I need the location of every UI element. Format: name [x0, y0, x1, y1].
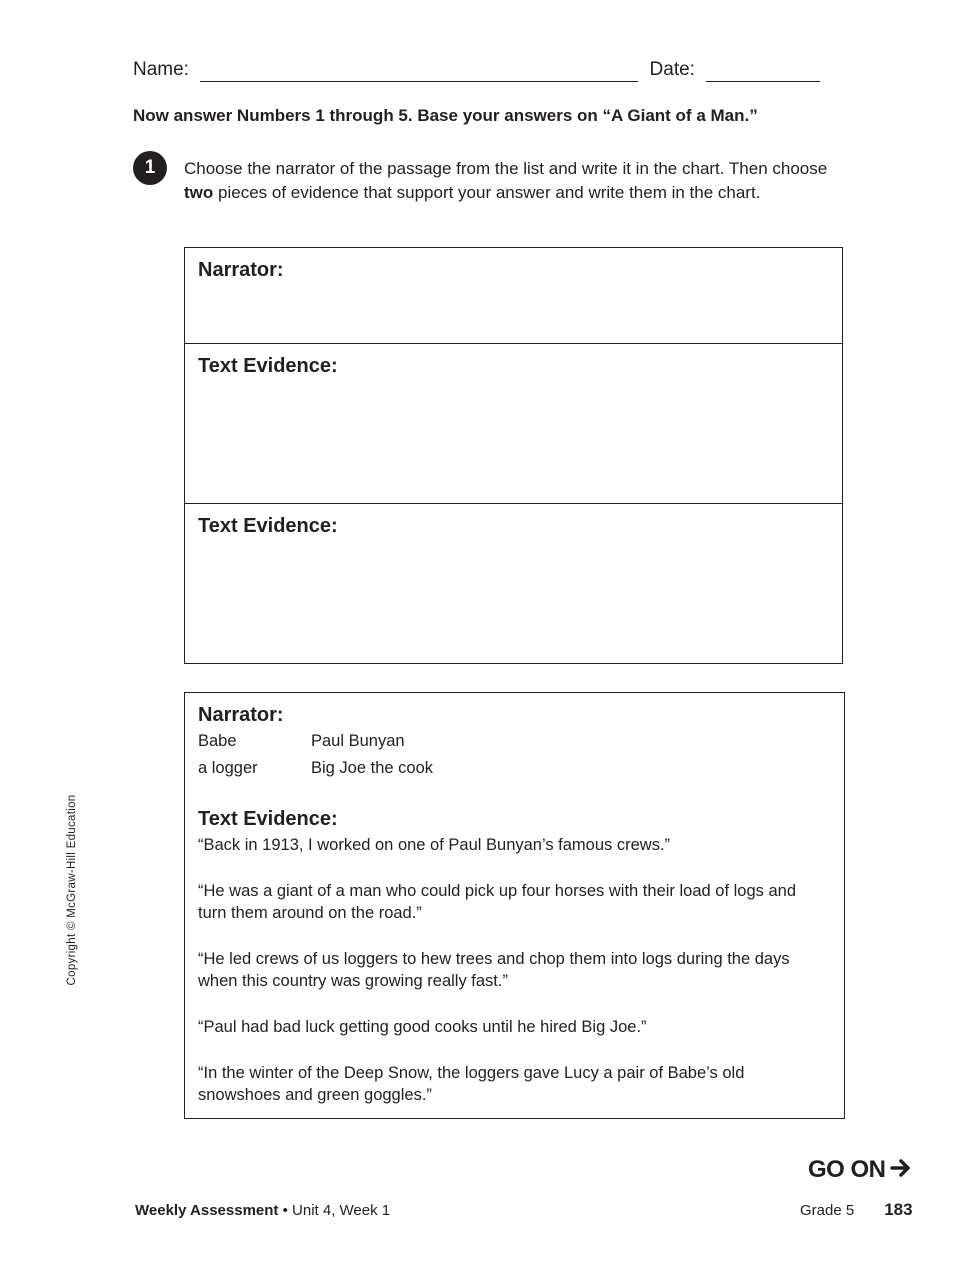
copyright-notice: Copyright © McGraw-Hill Education: [66, 794, 78, 986]
evidence-cell-label-2: Text Evidence:: [198, 515, 338, 537]
name-label: Name:: [133, 59, 189, 80]
go-on-indicator: [808, 1155, 912, 1186]
evidence-answer-cell-1[interactable]: [185, 344, 842, 504]
narrator-answer-cell[interactable]: [185, 248, 842, 344]
date-label: Date:: [649, 59, 695, 80]
narrator-cell-label: Narrator:: [198, 259, 284, 281]
right-arrow-icon: [890, 1156, 912, 1186]
footer-assessment: Weekly Assessment: [135, 1202, 279, 1219]
footer-grade: Grade 5: [800, 1202, 855, 1219]
name-date-row: [133, 58, 820, 82]
narrator-options: [198, 728, 831, 782]
narrator-option: Babe: [198, 732, 237, 750]
answer-bank: [184, 692, 845, 1119]
narrator-option: Big Joe the cook: [311, 759, 433, 777]
evidence-option: “He was a giant of a man who could pick up four horses with their load of logs and turn them around on the road.”: [198, 882, 796, 922]
prompt-text-2: pieces of evidence that support your answer and write them in the chart.: [213, 183, 761, 202]
evidence-option: “Paul had bad luck getting good cooks until he hired Big Joe.”: [198, 1018, 647, 1036]
evidence-option: “Back in 1913, I worked on one of Paul Bunyan’s famous crews.”: [198, 836, 671, 854]
footer-right: [800, 1198, 913, 1223]
question-prompt: [184, 157, 834, 205]
footer-separator: •: [278, 1202, 293, 1219]
evidence-answer-cell-2[interactable]: [185, 504, 842, 663]
bank-evidence-heading: Text Evidence:: [198, 808, 338, 830]
date-field[interactable]: [706, 61, 820, 82]
bank-narrator-heading: Narrator:: [198, 704, 284, 726]
evidence-option: “He led crews of us loggers to hew trees and chop them into logs during the days when this country was growing really fast.”: [198, 950, 790, 990]
name-field[interactable]: [200, 61, 638, 82]
response-chart: [184, 247, 843, 664]
question-number-badge: 1: [133, 151, 167, 185]
footer-left: [135, 1200, 390, 1222]
evidence-option: “In the winter of the Deep Snow, the loggers gave Lucy a pair of Babe’s old snowshoes and green goggles.”: [198, 1064, 745, 1104]
page-number: 183: [884, 1200, 913, 1219]
prompt-emphasis: two: [184, 183, 214, 202]
prompt-text-1: Choose the narrator of the passage from the list and write it in the chart. Then choose: [184, 159, 828, 178]
section-instruction: Now answer Numbers 1 through 5. Base your answers on “A Giant of a Man.”: [133, 106, 758, 125]
footer-unit: Unit 4, Week 1: [292, 1202, 391, 1219]
evidence-cell-label-1: Text Evidence:: [198, 355, 338, 377]
narrator-option: a logger: [198, 759, 258, 777]
go-on-label: GO ON: [808, 1156, 886, 1183]
narrator-option: Paul Bunyan: [311, 732, 405, 750]
